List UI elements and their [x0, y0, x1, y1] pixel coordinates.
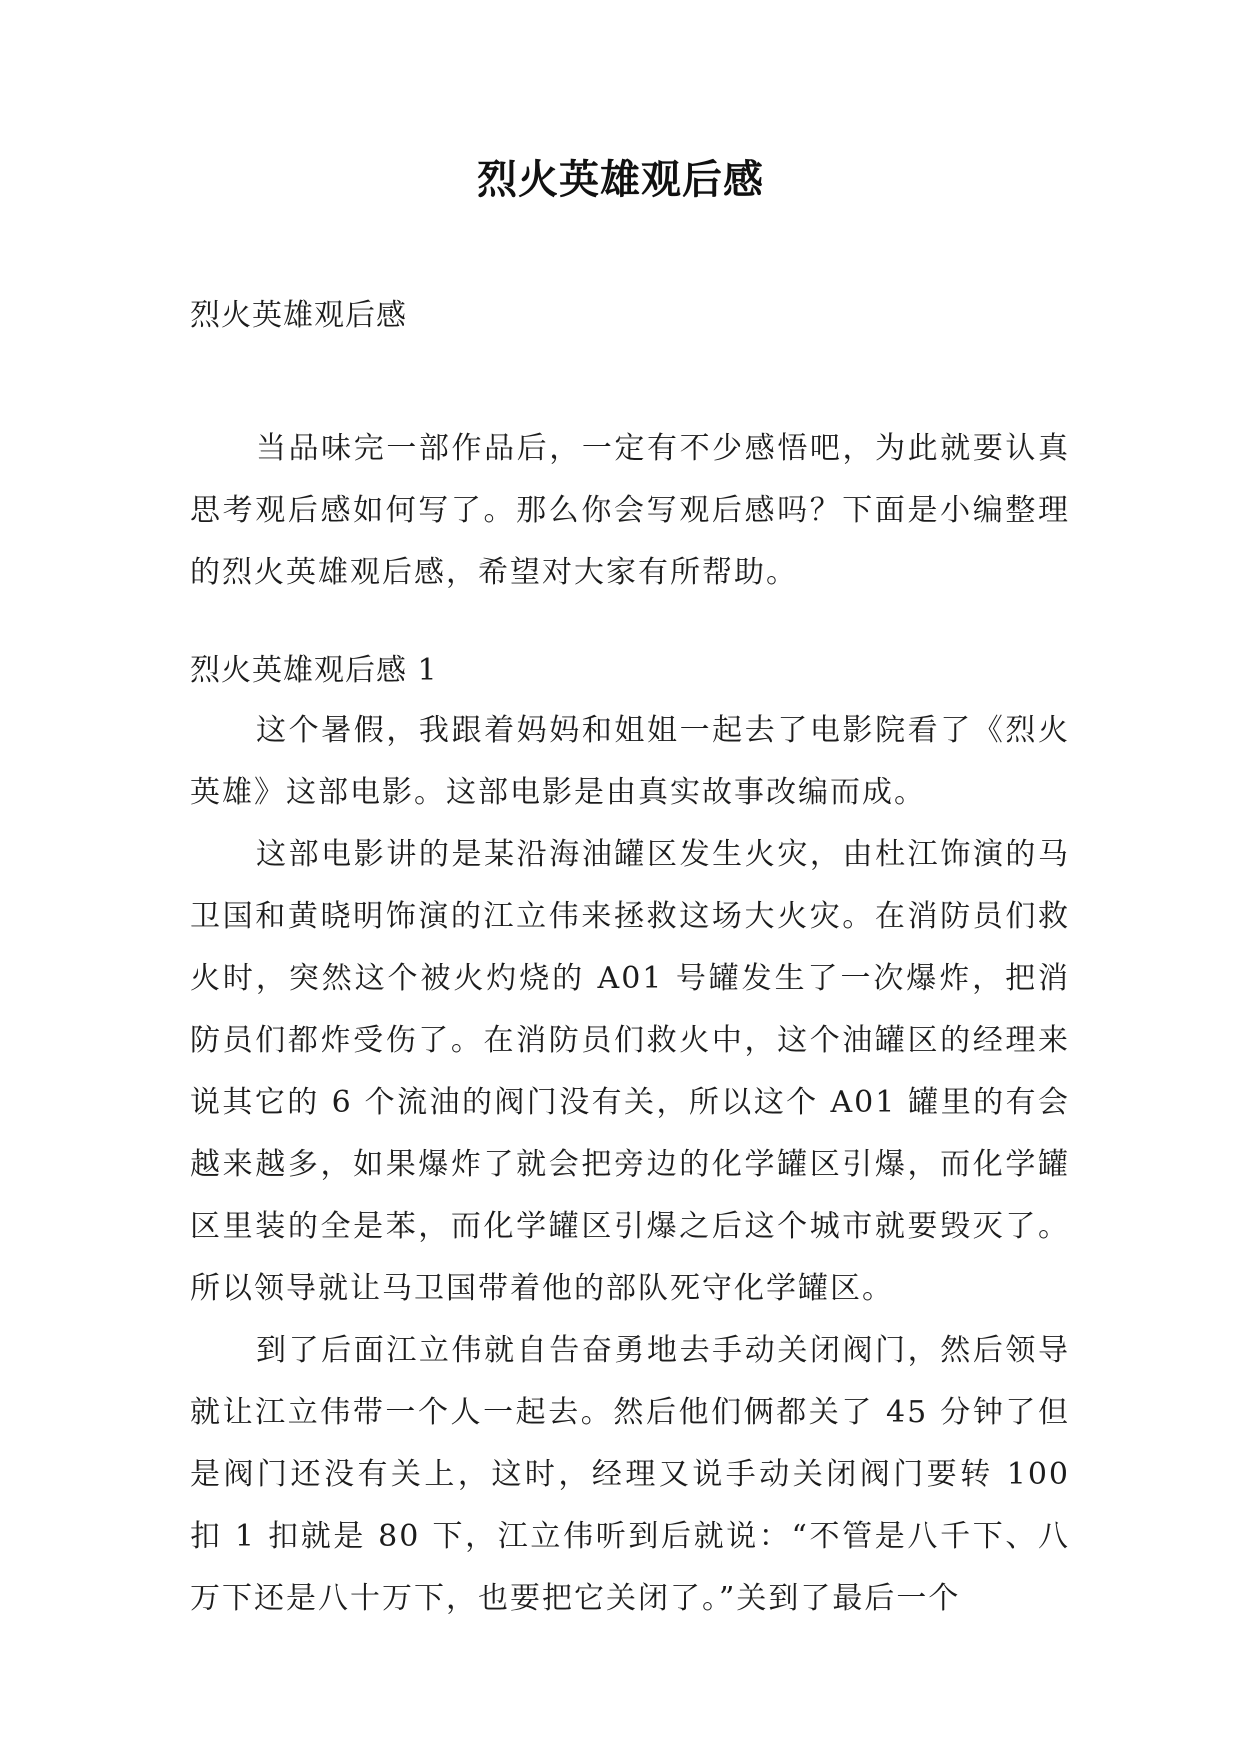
document-title: 烈火英雄观后感	[477, 157, 764, 203]
section-heading: 烈火英雄观后感 1	[190, 653, 438, 688]
paragraph-1: 这个暑假，我跟着妈妈和姐姐一起去了电影院看了《烈火英雄》这部电影。这部电影是由真实故事改编而成。	[190, 713, 1070, 810]
document-subtitle: 烈火英雄观后感	[190, 298, 407, 333]
intro-paragraph: 当品味完一部作品后，一定有不少感悟吧，为此就要认真思考观后感如何写了。那么你会写观后感吗？下面是小编整理的烈火英雄观后感，希望对大家有所帮助。	[190, 431, 1070, 590]
paragraph-2: 这部电影讲的是某沿海油罐区发生火灾，由杜江饰演的马卫国和黄晓明饰演的江立伟来拯救这场大火灾。在消防员们救火时，突然这个被火灼烧的 A01 号罐发生了一次爆炸，把消防员们都炸受伤了。在消防员们救火中，这个油罐区的经理来说其它的 6 个流油的阀门没有关，所以这个 A01 罐里的有会越来越多，如果爆炸了就会把旁边的化学罐区引爆，而化学罐区里装的全是苯，而化学罐区引爆之后这个城市就要毁灭了。所以领导就让马卫国带着他的部队死守化学罐区。	[190, 837, 1070, 1306]
paragraph-3: 到了后面江立伟就自告奋勇地去手动关闭阀门，然后领导就让江立伟带一个人一起去。然后他们俩都关了 45 分钟了但是阀门还没有关上，这时，经理又说手动关闭阀门要转 100 扣 1 扣就是 80 下，江立伟听到后就说：“不管是八千下、八万下还是八十万下，也要把它关闭了。”关到了最后一个	[190, 1333, 1070, 1616]
section-content	[190, 700, 1070, 1630]
